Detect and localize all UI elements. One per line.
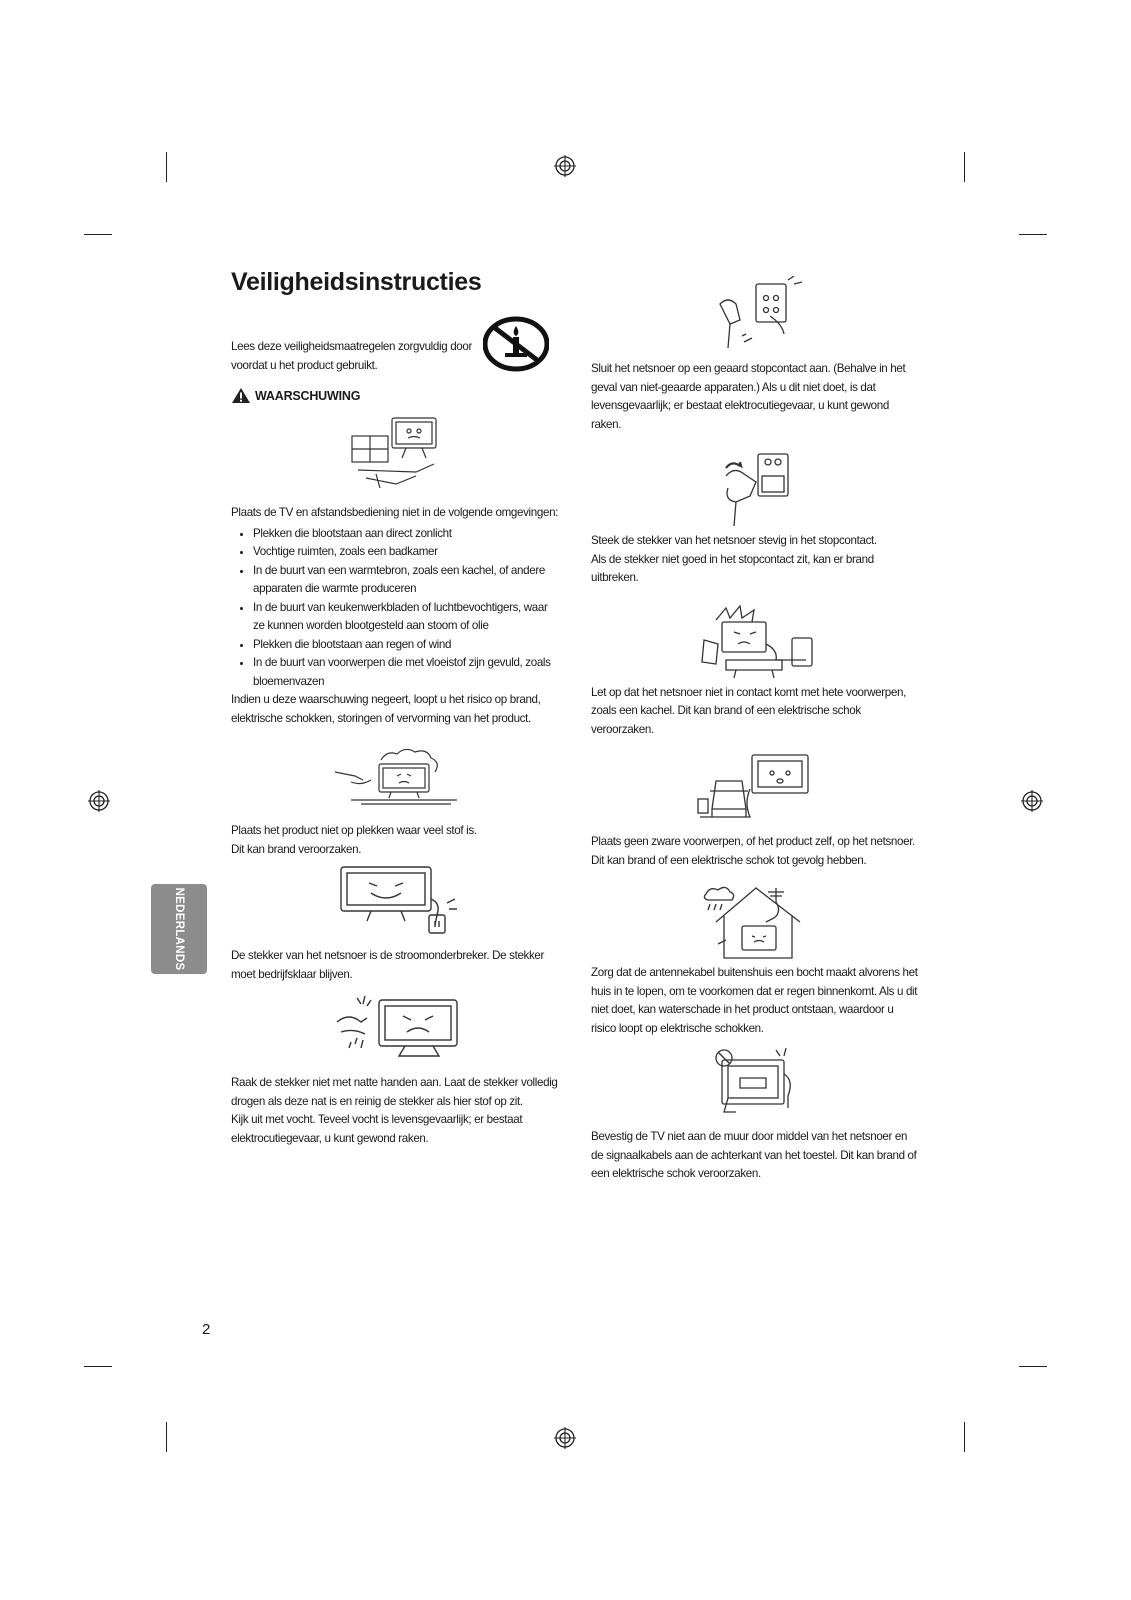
grounded-outlet-illustration [706,276,806,356]
warning-label: WAARSCHUWING [255,388,361,403]
heater-cord-text: Let op dat het netsnoer niet in contact komt met hete voorwerpen, zoals een kachel. Dit kan brand of een elektrische schok veroorzaken. [591,685,906,736]
registration-mark-icon [88,790,110,812]
environments-list [231,525,561,692]
intro-text: Lees deze veiligheidsmaatregelen zorgvuldig door voordat u het product gebruikt. [231,340,473,372]
page-title: Veiligheidsinstructies [231,268,482,296]
crop-mark [166,1422,167,1452]
crop-mark [84,234,112,235]
language-side-tab [151,884,207,974]
dust-illustration [331,746,461,808]
plug-breaker-text: De stekker van het netsnoer is de stroomonderbreker. De stekker moet bedrijfsklaar blijven. [231,949,545,981]
dust-warning: Plaats het product niet op plekken waar veel stof is. [231,824,477,837]
wet-hands-illustration [331,992,461,1064]
right-column [591,276,921,1184]
registration-mark-icon [554,155,576,177]
plug-firm-consequence: Als de stekker niet goed in het stopcontact zit, kan er brand uitbreken. [591,552,874,584]
list-item: • Plekken die blootstaan aan direct zonlicht [253,525,561,544]
plug-firm-text: Steek de stekker van het netsnoer stevig in het stopcontact. [591,534,877,547]
crop-mark [1019,234,1047,235]
environments-outro: Indien u deze waarschuwing negeert, loopt u het risico op brand, elektrische schokken, storingen of vervorming van het product. [231,693,541,725]
dust-warning-consequence: Dit kan brand veroorzaken. [231,842,362,856]
list-item: • In de buurt van voorwerpen die met vloeistof zijn gevuld, zoals bloemenvazen [253,654,561,691]
antenna-text: Zorg dat de antennekabel buitenshuis een bocht maakt alvorens het huis in te lopen, om te voorkomen dat er regen binnenkomt. Als u dit niet doet, kan waterschade in het product ontstaan, waardoor u risico loopt op elektrische schokken. [591,966,918,1035]
tv-environment-illustration [346,414,446,488]
plug-breaker-illustration [331,863,461,935]
registration-mark-icon [1021,790,1043,812]
grounded-outlet-text: Sluit het netsnoer op een geaard stopcontact aan. (Behalve in het geval van niet-geaarde apparaten.) Als u dit niet doet, is dat levensgevaarlijk; er bestaat elektrocutiegevaar, u kunt gewond raken. [591,362,906,431]
warning-heading [231,387,561,404]
wall-mount-illustration [706,1046,806,1122]
environments-intro: Plaats de TV en afstandsbediening niet in de volgende omgevingen: [231,506,559,519]
list-item: • In de buurt van keukenwerkbladen of luchtbevochtigers, waar ze kunnen worden blootgesteld aan stoom of olie [253,599,561,636]
page-number: 2 [202,1321,211,1338]
crop-mark [166,152,167,182]
antenna-house-illustration [696,882,816,962]
wet-hands-text: Raak de stekker niet met natte handen aan. Laat de stekker volledig drogen als deze nat is en reinig de stekker als hier stof op zit. [231,1076,558,1108]
crop-mark [84,1366,112,1367]
plug-firm-illustration [706,446,806,528]
crop-mark [1019,1366,1047,1367]
heavy-objects-consequence: Dit kan brand of een elektrische schok tot gevolg hebben. [591,853,867,867]
left-column [231,338,561,1148]
heater-cord-illustration [696,600,816,680]
crop-mark [964,152,965,182]
wall-mount-text: Bevestig de TV niet aan de muur door middel van het netsnoer en de signaalkabels aan de achterkant van het toestel. Dit kan brand of een elektrische schok veroorzaken. [591,1130,917,1180]
list-item: • Vochtige ruimten, zoals een badkamer [253,543,561,562]
heavy-objects-text: Plaats geen zware voorwerpen, of het product zelf, op het netsnoer. [591,835,915,848]
list-item: • In de buurt van een warmtebron, zoals een kachel, of andere apparaten die warmte produceren [253,562,561,599]
crop-mark [964,1422,965,1452]
heavy-objects-illustration [696,751,816,829]
side-tab-label: NEDERLANDS [173,887,185,971]
warning-triangle-icon [231,387,251,404]
moisture-text: Kijk uit met vocht. Teveel vocht is levensgevaarlijk; er bestaat elektrocutiegevaar, u kunt gewond raken. [231,1113,523,1145]
registration-mark-icon [554,1427,576,1449]
list-item: • Plekken die blootstaan aan regen of wind [253,636,561,655]
